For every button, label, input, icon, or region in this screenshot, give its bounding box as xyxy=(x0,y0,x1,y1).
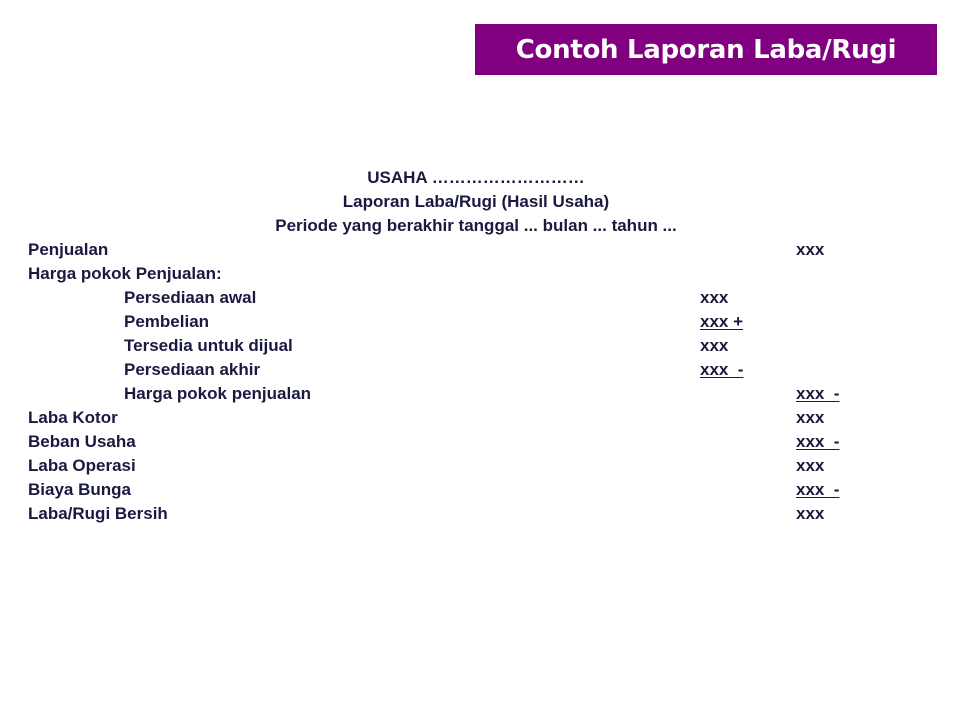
row-subamount: xxx xyxy=(700,336,729,355)
row-label: Harga pokok penjualan xyxy=(124,384,312,403)
row-amount: xxx xyxy=(796,456,825,475)
row-label: Pembelian xyxy=(124,312,210,331)
company-name: USAHA ……………………… xyxy=(367,168,585,187)
row-label: Persediaan akhir xyxy=(124,360,261,379)
row-laba-kotor xyxy=(0,408,960,430)
report-name: Laporan Laba/Rugi (Hasil Usaha) xyxy=(342,192,610,211)
row-label: Harga pokok Penjualan: xyxy=(28,264,222,283)
row-amount: xxx - xyxy=(796,480,840,499)
row-laba-operasi xyxy=(0,456,960,478)
row-label: Biaya Bunga xyxy=(28,480,131,499)
row-harga-pokok-penjualan xyxy=(0,384,960,406)
row-harga-pokok-penjualan-header xyxy=(0,264,960,286)
slide-title: Contoh Laporan Laba/Rugi xyxy=(475,24,937,75)
row-label: Laba Kotor xyxy=(28,408,118,427)
row-label: Beban Usaha xyxy=(28,432,136,451)
row-amount: xxx xyxy=(796,408,825,427)
row-subamount: xxx - xyxy=(700,360,744,379)
row-laba-rugi-bersih xyxy=(0,504,960,526)
row-tersedia-untuk-dijual xyxy=(0,336,960,358)
row-penjualan xyxy=(0,240,960,262)
row-beban-usaha xyxy=(0,432,960,454)
report-period: Periode yang berakhir tanggal ... bulan ... tahun ... xyxy=(275,216,677,235)
row-amount: xxx - xyxy=(796,384,840,403)
row-amount: xxx - xyxy=(796,432,840,451)
row-label: Tersedia untuk dijual xyxy=(124,336,293,355)
row-label: Penjualan xyxy=(28,240,109,259)
row-biaya-bunga xyxy=(0,480,960,502)
row-label: Persediaan awal xyxy=(124,288,257,307)
row-label: Laba/Rugi Bersih xyxy=(28,504,168,523)
row-subamount: xxx xyxy=(700,288,729,307)
row-label: Laba Operasi xyxy=(28,456,136,475)
row-amount: xxx xyxy=(796,240,825,259)
row-persediaan-akhir xyxy=(0,360,960,382)
row-persediaan-awal xyxy=(0,288,960,310)
row-amount: xxx xyxy=(796,504,825,523)
row-pembelian xyxy=(0,312,960,334)
row-subamount: xxx + xyxy=(700,312,744,331)
